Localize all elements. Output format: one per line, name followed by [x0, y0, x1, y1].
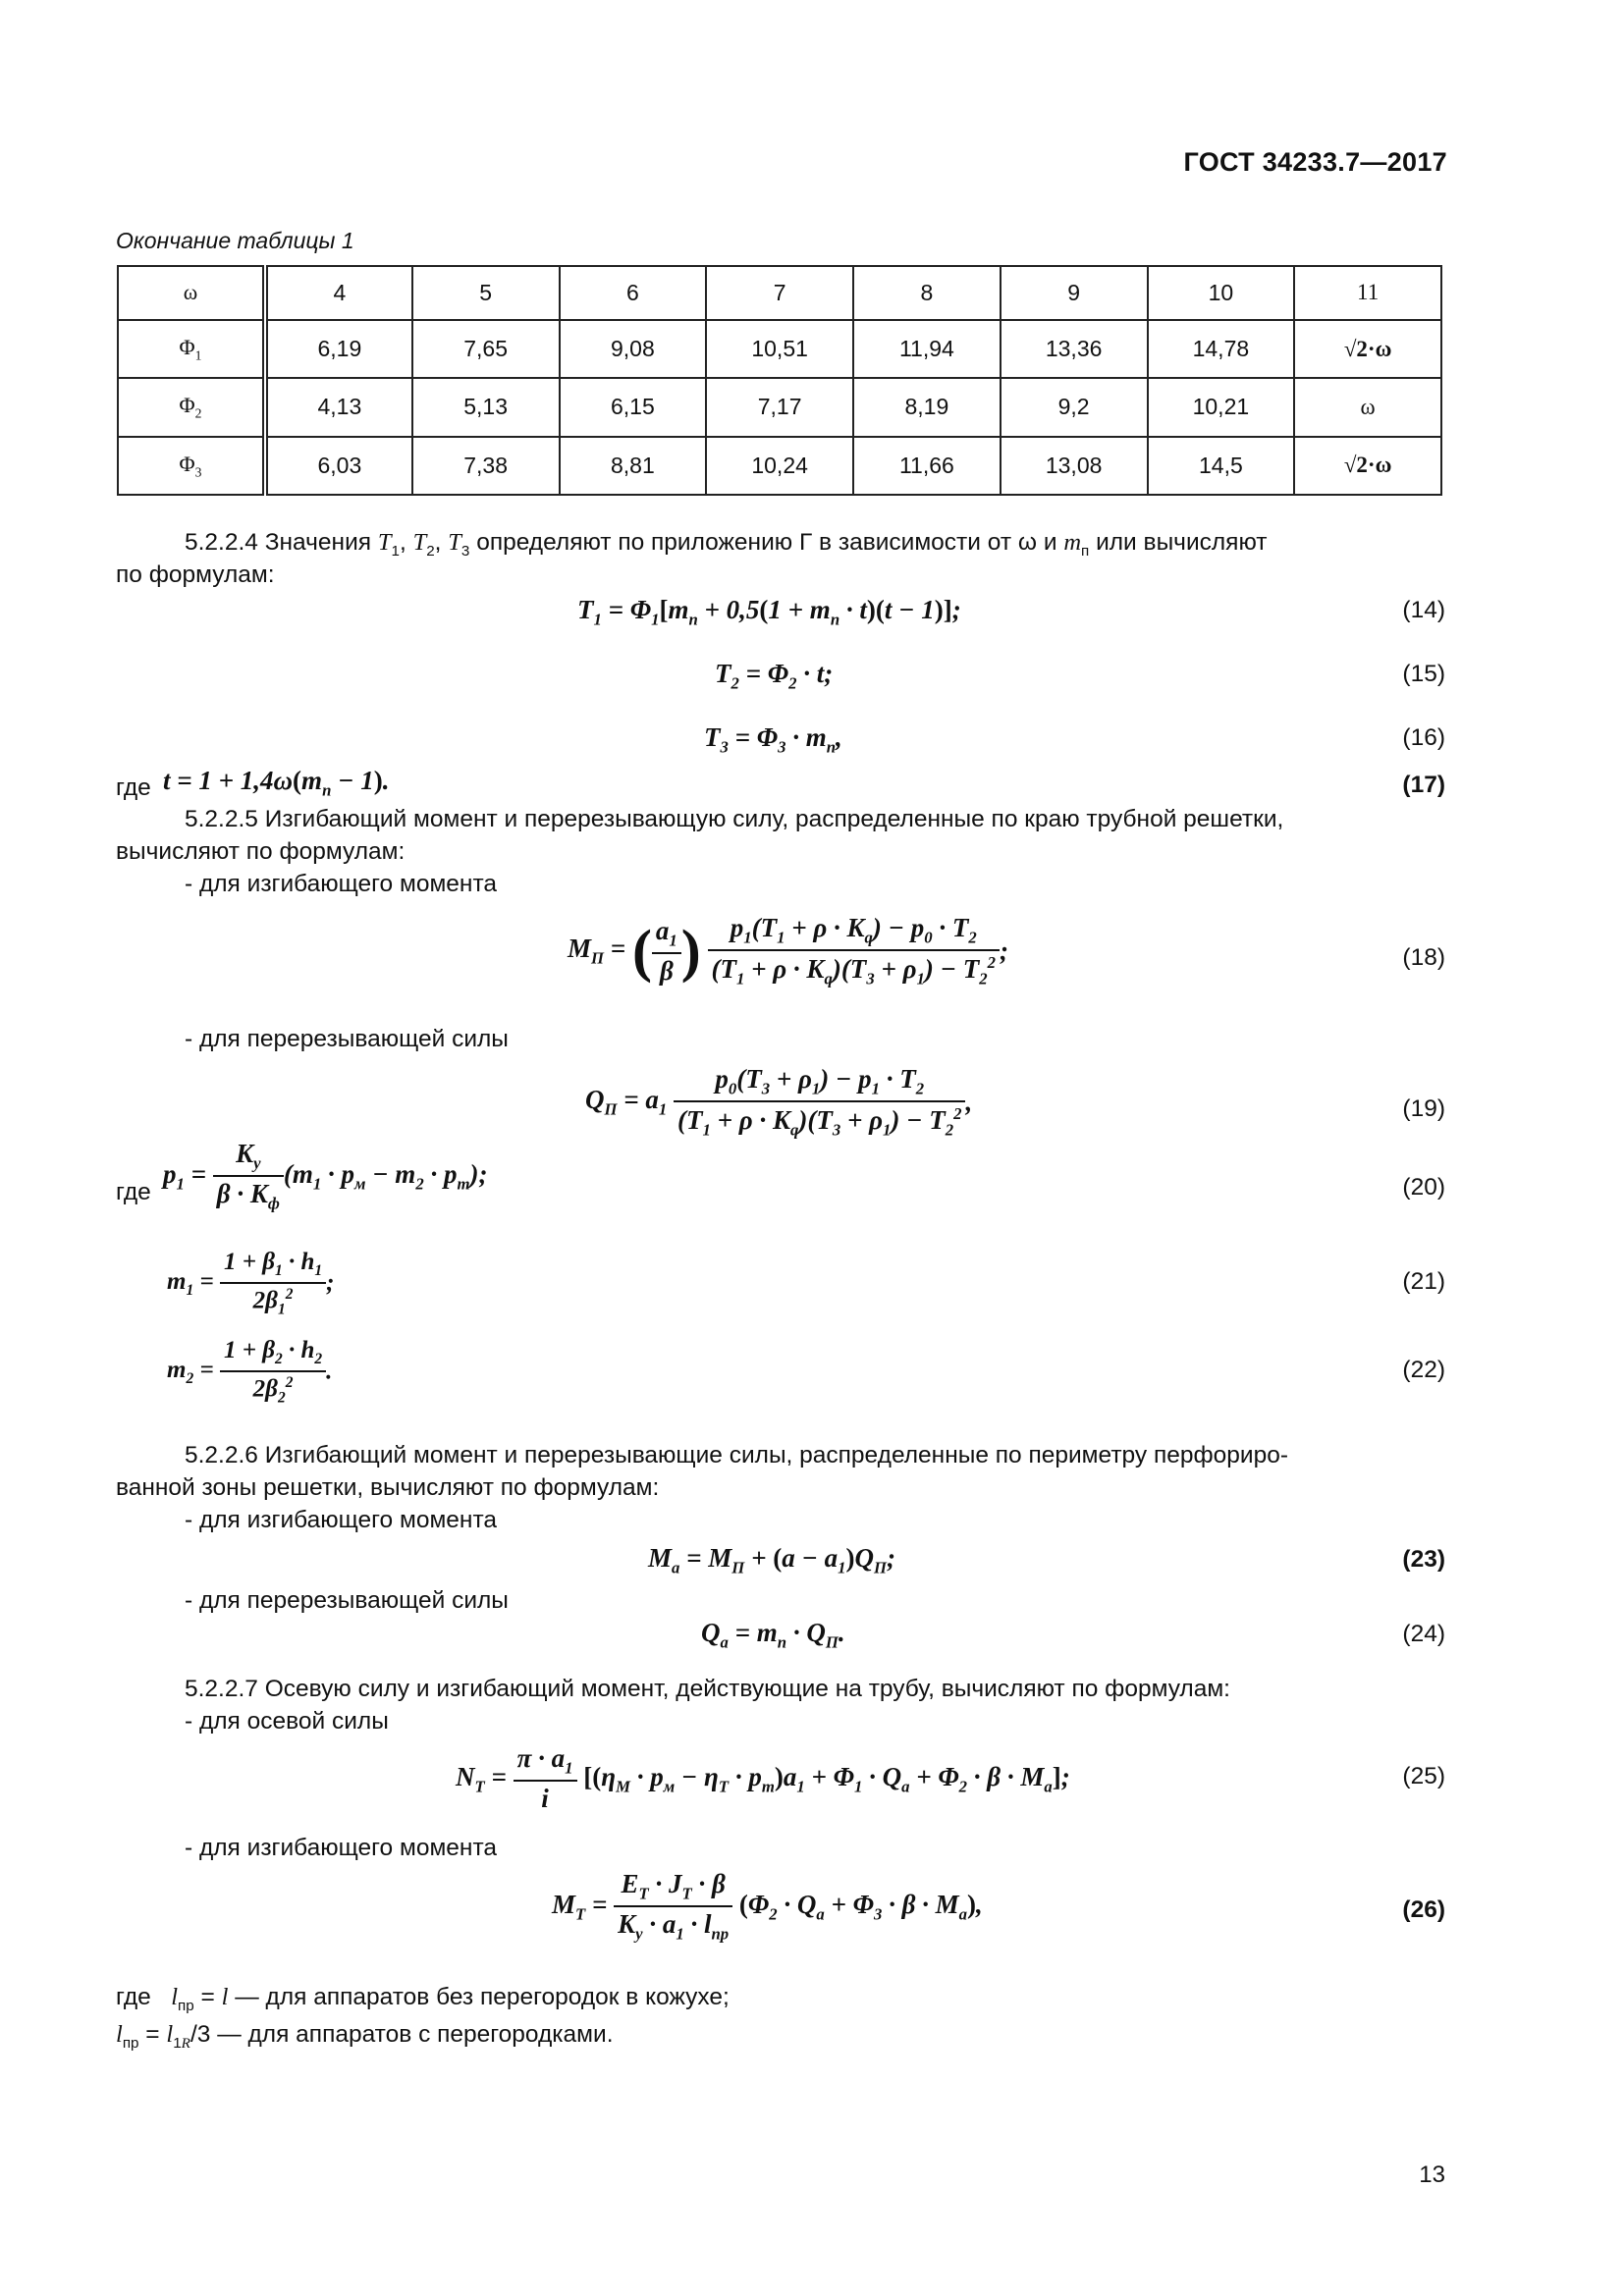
table-cell: 10,21 [1148, 378, 1295, 436]
table-cell: 10,51 [706, 320, 853, 378]
formula-23: $M_a = M_П + (a - a_1)Q_П$; [648, 1543, 895, 1577]
table-row [118, 378, 1441, 436]
formula-17: $t = 1 + 1,4\omega(m_п - 1)$. [163, 766, 390, 800]
table-cell: 11 [1294, 266, 1441, 320]
paragraph-5-2-2-6-line2: ванной зоны решетки, вычисляют по формулам: [116, 1474, 660, 1501]
eq-number-18: (18) [1402, 944, 1445, 971]
formula-25: $N_T$ = $\frac{\pi \cdot a_1}{i}$ $[(\eta_M \cdot p_м - \eta_T \cdot p_т)a_1 + \Phi_1 \cdot Q_a + \Phi_2 \cdot \beta \cdot M_a]$; [456, 1743, 1070, 1814]
table-cell: 8,81 [560, 437, 707, 495]
formula-18: $M_П$ = ( $\frac{a_1}{\beta}$ ) $\frac{p_1(T_1 + \rho \cdot K_q) - p_0 \cdot T_2}{(T_1 + \rho \cdot K_q)(T_3 + \rho_1) - T_2^2}$ ; [568, 913, 1008, 988]
page-number: 13 [1419, 2162, 1445, 2188]
note-no-partitions: где $l_{пр} = l$ — для аппаратов без перегородок в кожухе; [116, 1984, 730, 2014]
table-cell: 9,08 [560, 320, 707, 378]
paragraph-5-2-2-4: 5.2.2.4 Значения $T_1$, $T_2$, $T_3$ определяют по приложению Г в зависимости от ω и $m_п$ или вычисляют [185, 529, 1268, 560]
row-header: $\Phi_3$ [118, 437, 265, 495]
paragraph-5-2-2-7: 5.2.2.7 Осевую силу и изгибающий момент, действующие на трубу, вычисляют по формулам: [185, 1676, 1230, 1702]
table-cell: 4 [265, 266, 412, 320]
eq-number-26: (26) [1402, 1896, 1445, 1923]
table-cell: 5,13 [412, 378, 560, 436]
formula-22: $m_2$ = $\frac{1 + \beta_2 \cdot h_2}{2\beta_2^2}$ . [167, 1337, 333, 1407]
table-cell: 4,13 [265, 378, 412, 436]
table-cell: 8,19 [853, 378, 1001, 436]
paragraph-5-2-2-5-line2: вычисляют по формулам: [116, 838, 406, 865]
bullet-bending-moment-1: - для изгибающего момента [185, 871, 498, 897]
table-cell: 7,38 [412, 437, 560, 495]
eq-number-20: (20) [1402, 1174, 1445, 1201]
table-cell: 6,19 [265, 320, 412, 378]
paragraph-5-2-2-6: 5.2.2.6 Изгибающий момент и перерезывающие силы, распределенные по периметру перфориро- [185, 1442, 1288, 1468]
eq-number-19: (19) [1402, 1095, 1445, 1122]
formula-14: $T_1 = \Phi_1[m_п + 0,5(1 + m_п \cdot t)(t - 1)]$; [577, 595, 961, 629]
paragraph-5-2-2-5: 5.2.2.5 Изгибающий момент и перерезывающую силу, распределенные по краю трубной решетки, [185, 806, 1284, 832]
formula-19: $Q_П = a_1$ $\frac{p_0(T_3 + \rho_1) - p_1 \cdot T_2}{(T_1 + \rho \cdot K_q)(T_3 + \rho_1) - T_2^2}$ , [585, 1064, 973, 1140]
table-cell: 7,65 [412, 320, 560, 378]
eq-number-25: (25) [1402, 1763, 1445, 1789]
bullet-shear-force-1: - для перерезывающей силы [185, 1026, 509, 1052]
bullet-axial-force: - для осевой силы [185, 1708, 389, 1735]
note-with-partitions: $l_{пр} = l_{1R}/3$ — для аппаратов с перегородками. [116, 2021, 614, 2052]
table-cell-sqrt2-omega: √2·ω [1294, 320, 1441, 378]
table-cell: 7,17 [706, 378, 853, 436]
table-cell: 6 [560, 266, 707, 320]
bullet-bending-moment-2: - для изгибающего момента [185, 1507, 498, 1533]
coefficients-table [117, 265, 1442, 496]
row-header: ω [118, 266, 265, 320]
table-cell-sqrt2-omega: √2·ω [1294, 437, 1441, 495]
table-cell: 10 [1148, 266, 1295, 320]
table-cell: 7 [706, 266, 853, 320]
table-cell: 11,66 [853, 437, 1001, 495]
row-header: $\Phi_1$ [118, 320, 265, 378]
eq-number-22: (22) [1402, 1357, 1445, 1383]
table-cell: 14,5 [1148, 437, 1295, 495]
eq-number-24: (24) [1402, 1621, 1445, 1647]
eq-number-21: (21) [1402, 1268, 1445, 1295]
table-cell: 13,08 [1001, 437, 1148, 495]
formula-24: $Q_a = m_п \cdot Q_П$. [701, 1618, 845, 1652]
table-cell: 8 [853, 266, 1001, 320]
table-row [118, 320, 1441, 378]
table-row [118, 437, 1441, 495]
eq-number-23: (23) [1402, 1546, 1445, 1573]
table-cell: 14,78 [1148, 320, 1295, 378]
formula-15: $T_2 = \Phi_2 \cdot t$; [715, 659, 834, 693]
formula-21: $m_1$ = $\frac{1 + \beta_1 \cdot h_1}{2\beta_1^2}$ ; [167, 1249, 335, 1318]
table-caption: Окончание таблицы 1 [116, 228, 354, 253]
eq-number-15: (15) [1402, 661, 1445, 687]
formula-26: $M_T$ = $E_T \cdot J_T \cdot \beta$ $K_у \cdot a_1 \cdot l_{пр}$ $(\Phi_2 \cdot Q_a + \Phi_3 \cdot \beta \cdot M_a)$, [552, 1869, 983, 1944]
row-header: $\Phi_2$ [118, 378, 265, 436]
formula-16: $T_3 = \Phi_3 \cdot m_п$, [704, 722, 842, 757]
table-row [118, 266, 1441, 320]
eq-number-17: (17) [1402, 772, 1445, 798]
formula-20: $p_1$ = $K_у$ $\beta \cdot K_ф$ $(m_1 \cdot p_м - m_2 \cdot p_т)$; [163, 1139, 488, 1213]
bullet-shear-force-2: - для перерезывающей силы [185, 1587, 509, 1614]
label-gde-20: где [116, 1179, 151, 1205]
standard-id: ГОСТ 34233.7—2017 [1183, 147, 1447, 177]
table-cell: 10,24 [706, 437, 853, 495]
bullet-bending-moment-3: - для изгибающего момента [185, 1835, 498, 1861]
eq-number-14: (14) [1402, 597, 1445, 623]
table-cell: 13,36 [1001, 320, 1148, 378]
paragraph-5-2-2-4-line2: по формулам: [116, 561, 275, 588]
table-cell: 5 [412, 266, 560, 320]
table-cell: 11,94 [853, 320, 1001, 378]
table-cell: ω [1294, 378, 1441, 436]
table-cell: 9 [1001, 266, 1148, 320]
label-gde-17: где [116, 774, 151, 801]
table-cell: 6,15 [560, 378, 707, 436]
table-cell: 9,2 [1001, 378, 1148, 436]
eq-number-16: (16) [1402, 724, 1445, 751]
table-cell: 6,03 [265, 437, 412, 495]
